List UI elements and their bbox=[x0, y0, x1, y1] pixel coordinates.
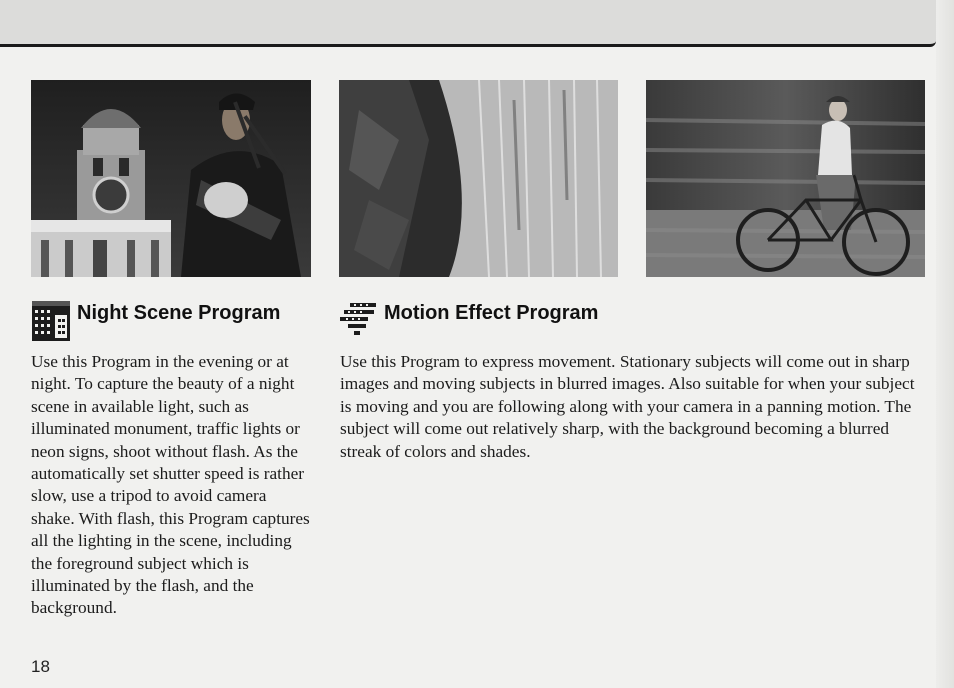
motion-effect-description: Use this Program to express movement. Stationary subjects will come out in sharp images and moving subjects in blurred images. Also suitable for when your subject is moving and you are following along with your camera in a panning motion. The subject will come out relatively sharp, with the background becoming a blurred streak of colors and shades. bbox=[340, 352, 915, 461]
motion-effect-mode-icon bbox=[340, 300, 378, 342]
night-scene-mode-icon bbox=[31, 300, 71, 348]
page-edge bbox=[936, 0, 954, 688]
night-scene-photo bbox=[31, 80, 311, 277]
waterfall-photo bbox=[339, 80, 618, 277]
top-header-band bbox=[0, 0, 936, 47]
page-number: 18 bbox=[31, 657, 50, 676]
night-scene-title: Night Scene Program bbox=[77, 302, 281, 324]
motion-effect-heading bbox=[340, 300, 598, 342]
bicycle-photo bbox=[646, 80, 925, 277]
night-scene-heading bbox=[31, 300, 280, 348]
night-scene-description: Use this Program in the evening or at night. To capture the beauty of a night scene in available light, such as illuminated monument, traffic lights or neon signs, shoot without flash. As the automatically set shutter speed is rather slow, use a tripod to avoid camera shake. With flash, this Program captures all the lighting in the scene, including the foreground subject which is illuminated by the flash, and the background. bbox=[31, 352, 310, 618]
motion-effect-title: Motion Effect Program bbox=[384, 302, 599, 324]
